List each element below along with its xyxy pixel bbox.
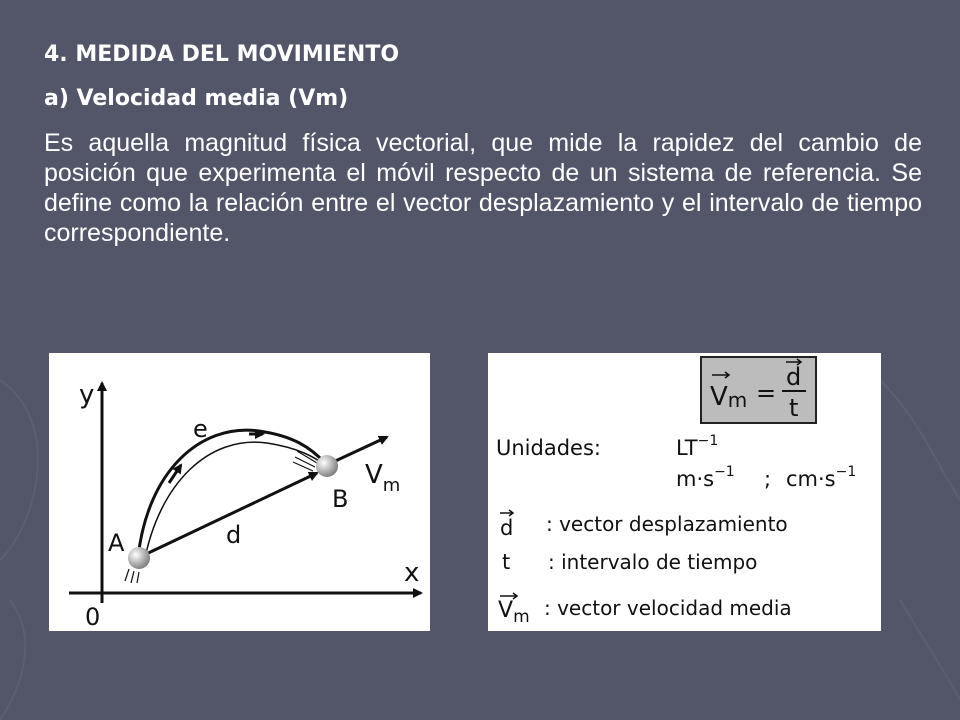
displacement-label: d (226, 521, 242, 549)
velocity-label (365, 460, 400, 496)
units-label: Unidades: (496, 436, 601, 460)
def3-text: : vector velocidad media (544, 596, 792, 620)
def1-symbol: d (500, 516, 514, 540)
formula-diagram (488, 353, 881, 631)
formula-figure (488, 353, 881, 631)
point-b-label: B (332, 485, 349, 513)
def2-text: : intervalo de tiempo (548, 550, 758, 574)
unit-cgs: $cm\cdot s^{-1}$ (786, 464, 857, 491)
def3-symbol: $V_m$ (498, 598, 530, 627)
formula-numerator: d (786, 363, 802, 391)
velocity-subscript: m (382, 475, 401, 496)
def1-text: : vector desplazamiento (546, 512, 788, 536)
point-a-label: A (108, 529, 125, 557)
slide-title: 4. MEDIDA DEL MOVIMIENTO (44, 42, 400, 67)
def2-symbol: t (502, 550, 511, 574)
point-b-ball (316, 455, 338, 477)
formula-lhs: Vm (710, 382, 748, 412)
motion-streaks-a (125, 569, 139, 583)
slide-subtitle: a) Velocidad media (Vm) (44, 86, 349, 111)
y-axis-label: y (79, 380, 95, 410)
trajectory-figure (49, 353, 430, 631)
formula-equals: = (756, 379, 777, 407)
trajectory-diagram (49, 353, 430, 631)
formula-denominator: t (789, 394, 799, 422)
unit-separator: ; (764, 467, 772, 491)
unit-si: $m\cdot s^{-1}$ (676, 464, 735, 491)
definition-paragraph: Es aquella magnitud física vectorial, que mide la rapidez del cambio de posición que experimenta el móvil respecto de un sistema de referencia. Se define como la relación entre el vector desplazamiento y el intervalo de tiempo correspondiente. (44, 129, 922, 247)
origin-label: 0 (85, 603, 101, 631)
x-axis-label: x (404, 558, 420, 588)
point-a-ball (128, 547, 150, 569)
path-label: e (193, 415, 208, 443)
velocity-symbol: V (365, 460, 383, 490)
unit-dimensional: $LT^{-1}$ (676, 433, 719, 460)
